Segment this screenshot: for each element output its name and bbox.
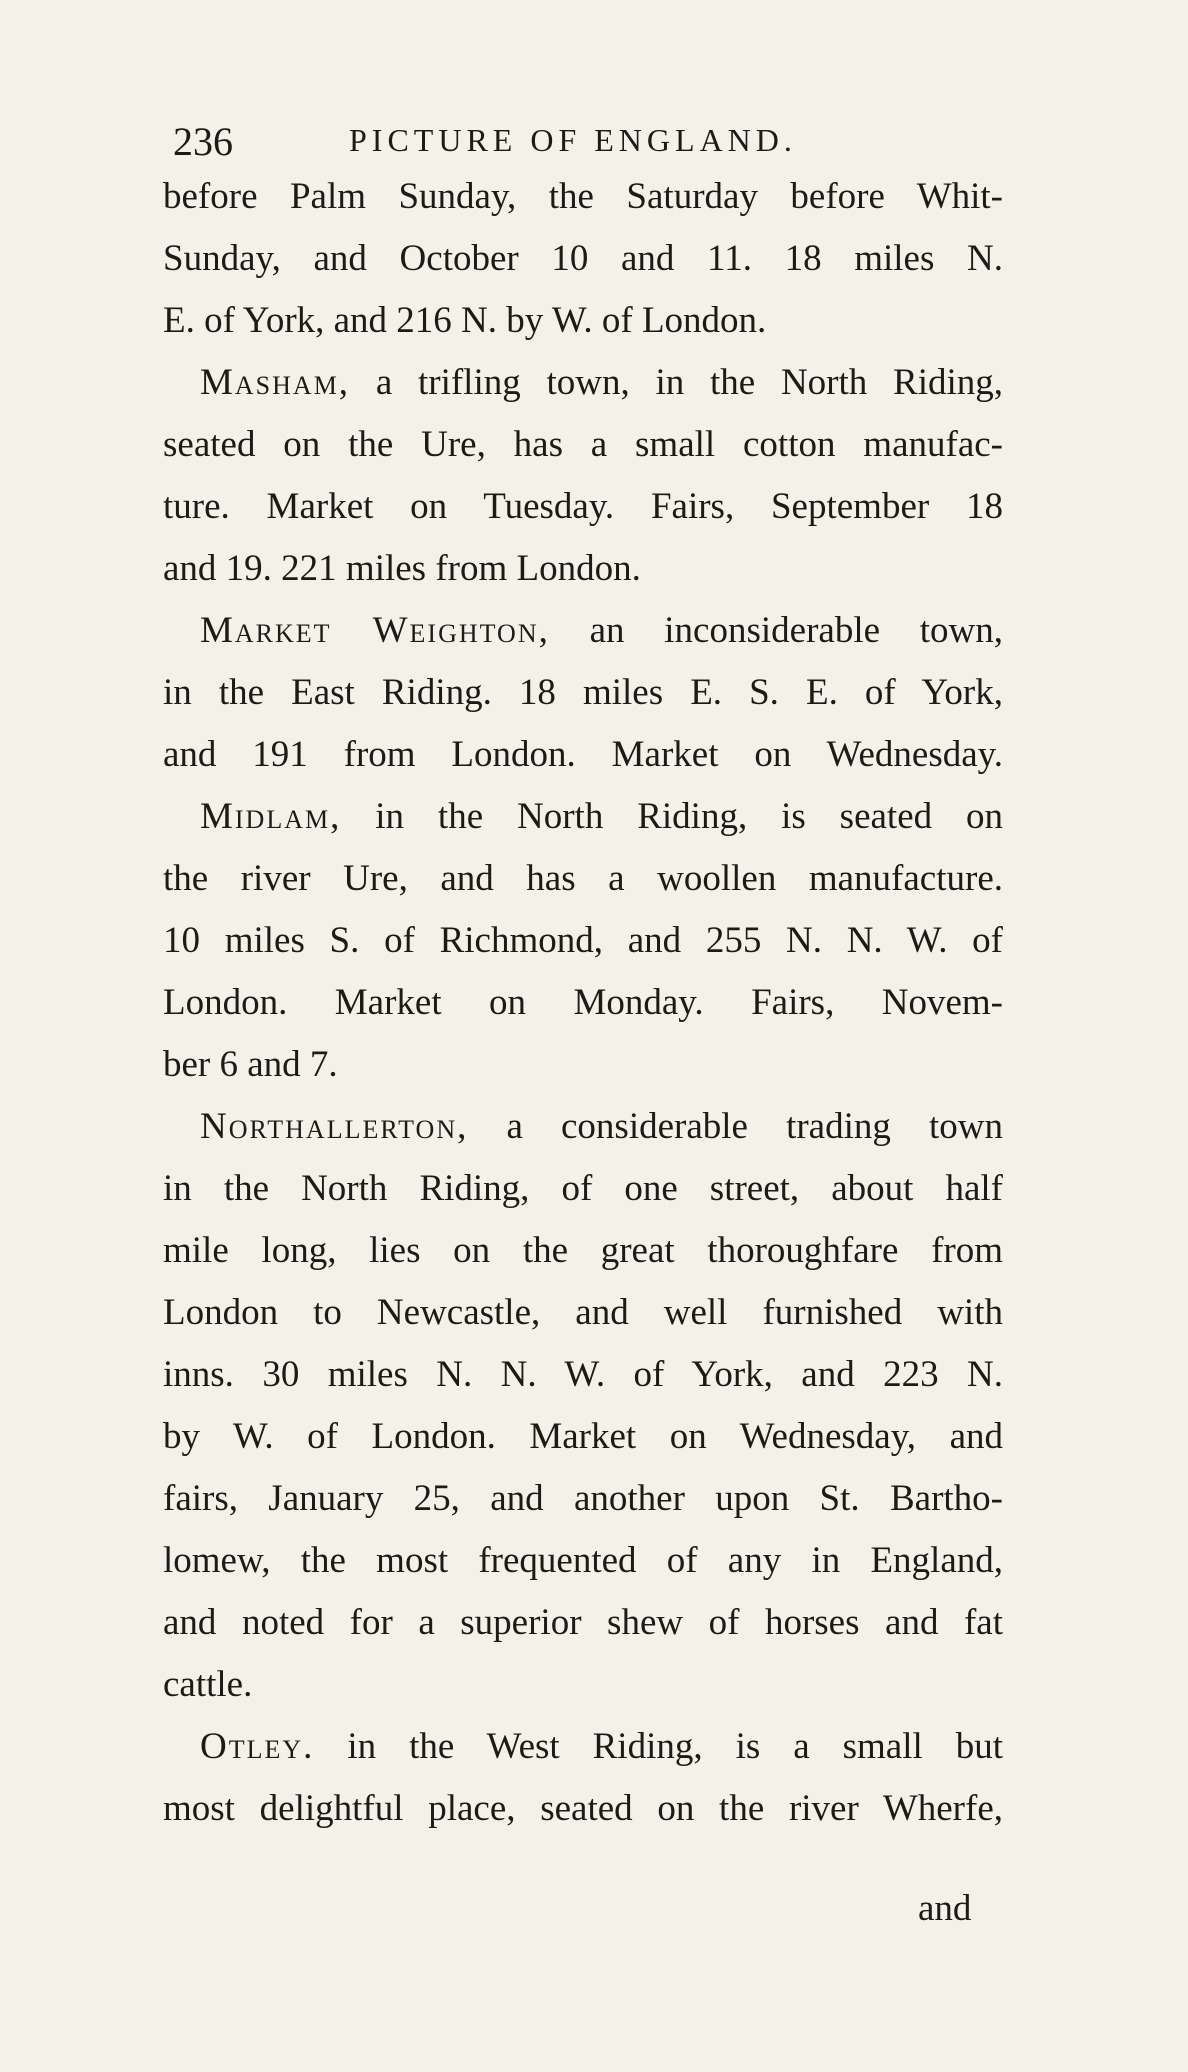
text-line: and 19. 221 miles from London. (163, 548, 641, 589)
text-line: mile long, lies on the great thoroughfare from (163, 1230, 1003, 1271)
entry-market-weighton (163, 600, 1003, 662)
text-line: and 191 from London. Market on Wednesday. (163, 734, 1003, 775)
entry-masham (163, 352, 1003, 414)
text-line: 10 miles S. of Richmond, and 255 N. N. W. of (163, 920, 1003, 961)
text-line: ture. Market on Tuesday. Fairs, September 18 (163, 486, 1003, 527)
entry-heading: Northallerton, (200, 1106, 469, 1147)
page-number: 236 (173, 119, 233, 164)
page-header (173, 118, 973, 166)
entry-heading: Masham, (200, 362, 351, 403)
text-line: ber 6 and 7. (163, 1044, 338, 1085)
text-line: seated on the Ure, has a small cotton manufac- (163, 424, 1003, 465)
text-line: the river Ure, and has a woollen manufacture. (163, 858, 1003, 899)
text-line: in the East Riding. 18 miles E. S. E. of York, (163, 672, 1003, 713)
text-line: cattle. (163, 1664, 253, 1705)
text-line: an inconsiderable town, (589, 610, 1004, 651)
entry-northallerton (163, 1096, 1003, 1158)
text-line: inns. 30 miles N. N. W. of York, and 223 N. (163, 1354, 1003, 1395)
text-line: and noted for a superior shew of horses and fat (163, 1602, 1003, 1643)
text-line: E. of York, and 216 N. by W. of London. (163, 300, 767, 341)
catchword: and (918, 1888, 972, 1929)
entry-otley (163, 1716, 1003, 1778)
running-head: PICTURE OF ENGLAND. (349, 122, 797, 158)
text-line: a considerable trading town (506, 1106, 1003, 1147)
text-line: fairs, January 25, and another upon St. Bartho- (163, 1478, 1003, 1519)
entry-heading: Market Weighton, (200, 610, 550, 651)
text-line: London. Market on Monday. Fairs, Novem- (163, 982, 1003, 1023)
text-line: lomew, the most frequented of any in England, (163, 1540, 1003, 1581)
entry-heading: Midlam, (200, 796, 342, 837)
entry-heading: Otley. (200, 1726, 315, 1767)
text-line: before Palm Sunday, the Saturday before Whit- (163, 176, 1003, 217)
text-line: in the West Riding, is a small but (347, 1726, 1004, 1767)
text-line: most delightful place, seated on the river Wherfe, (163, 1788, 1003, 1829)
text-line: a trifling town, in the North Riding, (375, 362, 1003, 403)
body-text (163, 166, 1003, 1840)
text-line: Sunday, and October 10 and 11. 18 miles N. (163, 238, 1003, 279)
text-line: by W. of London. Market on Wednesday, and (163, 1416, 1003, 1457)
text-line: London to Newcastle, and well furnished with (163, 1292, 1003, 1333)
text-line: in the North Riding, is seated on (375, 796, 1003, 837)
text-line: in the North Riding, of one street, about half (163, 1168, 1003, 1209)
entry-midlam (163, 786, 1003, 848)
